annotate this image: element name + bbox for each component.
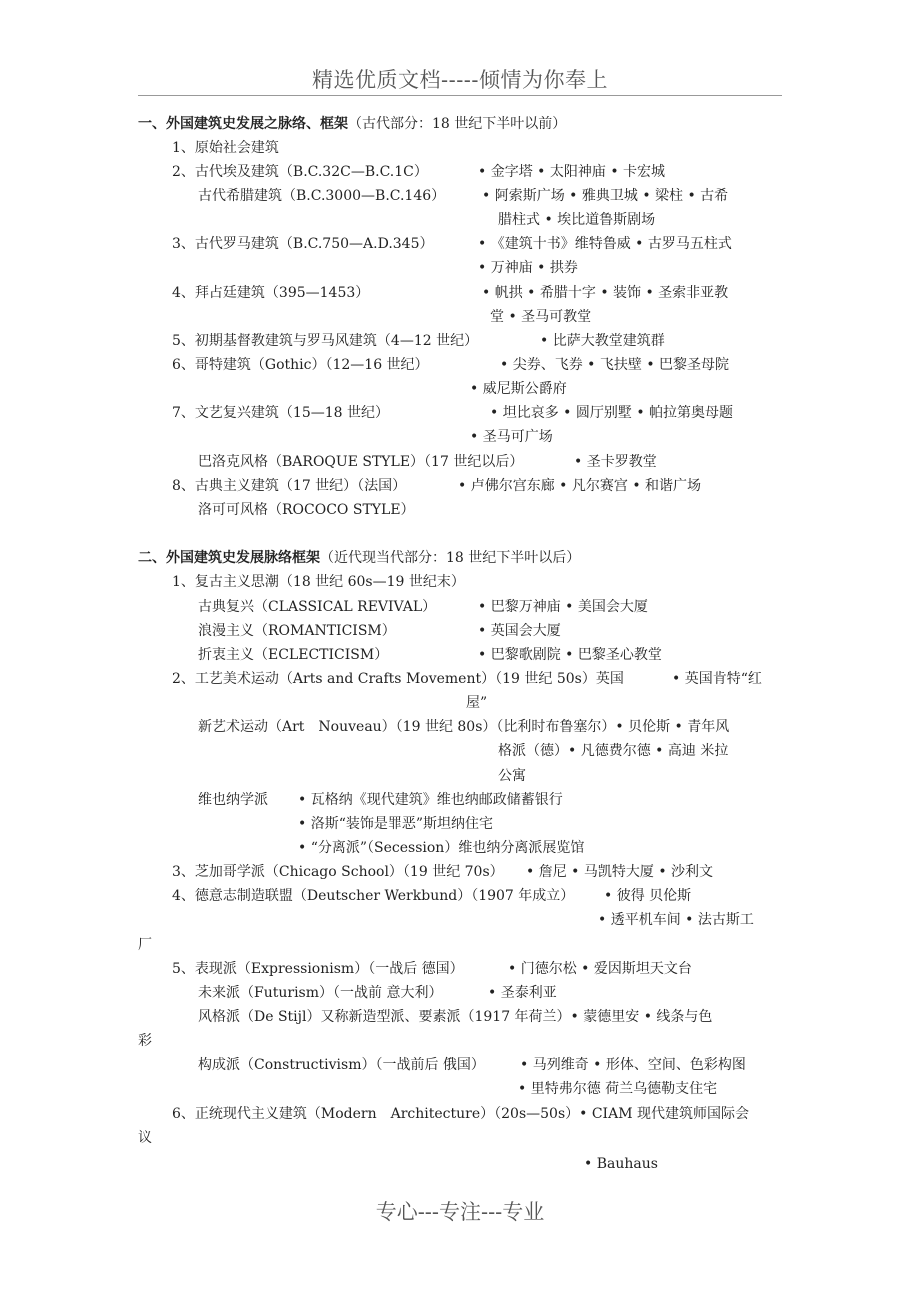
- text-line: • 金字塔 • 太阳神庙 • 卡宏城: [478, 164, 666, 180]
- text-line: 风格派（De Stijl）又称新造型派、要素派（1917 年荷兰）• 蒙德里安 • 线条与色: [198, 1009, 713, 1025]
- section2-title: [138, 548, 580, 568]
- text-line: • 万神庙 • 拱券: [478, 260, 578, 276]
- text-line: 6、正统现代主义建筑（Modern Architecture）（20s—50s）• CIAM 现代建筑师国际会: [172, 1106, 749, 1122]
- text-line: 古典复兴（CLASSICAL REVIVAL）: [198, 599, 437, 615]
- text-line: 8、古典主义建筑（17 世纪）（法国）: [172, 478, 407, 494]
- text-line: • 比萨大教堂建筑群: [540, 333, 665, 349]
- text-line: 6、哥特建筑（Gothic）（12—16 世纪）: [172, 357, 429, 373]
- text-line: 5、表现派（Expressionism）（一战后 德国）: [172, 961, 464, 977]
- text-line: 维也纳学派: [198, 792, 268, 808]
- text-line: 3、古代罗马建筑（B.C.750—A.D.345）: [172, 236, 434, 252]
- text-line: • 巴黎万神庙 • 美国会大厦: [478, 599, 648, 615]
- text-line: • 里特弗尔德 荷兰乌德勒支住宅: [518, 1081, 718, 1097]
- text-line: 彩: [138, 1033, 152, 1049]
- text-line: 7、文艺复兴建筑（15—18 世纪）: [172, 405, 389, 421]
- text-line: 堂 • 圣马可教堂: [490, 309, 592, 325]
- text-line: • 瓦格纳《现代建筑》维也纳邮政储蓄银行: [298, 792, 563, 808]
- text-line: • Bauhaus: [584, 1156, 658, 1172]
- text-line: 古代希腊建筑（B.C.3000—B.C.146）: [198, 188, 446, 204]
- text-line: • 卢佛尔宫东廊 • 凡尔赛宫 • 和谐广场: [458, 478, 702, 494]
- section1-title-rest: （古代部分：18 世纪下半叶以前）: [348, 116, 567, 132]
- text-line: • 洛斯“装饰是罪恶”斯坦纳住宅: [298, 816, 494, 832]
- page-footer: 专心---专注---专业: [375, 1200, 545, 1224]
- text-line: 议: [138, 1130, 152, 1146]
- text-line: • 詹尼 • 马凯特大厦 • 沙利文: [526, 864, 714, 880]
- text-line: 浪漫主义（ROMANTICISM）: [198, 623, 396, 639]
- text-line: • 门德尔松 • 爱因斯坦天文台: [508, 961, 692, 977]
- text-line: 1、原始社会建筑: [172, 140, 279, 156]
- text-line: • 尖券、飞券 • 飞扶壁 • 巴黎圣母院: [500, 357, 730, 373]
- section2-title-rest: （近代现当代部分：18 世纪下半叶以后）: [320, 550, 581, 566]
- page-header: 精选优质文档-----倾情为你奉上: [312, 68, 608, 92]
- text-line: • 帆拱 • 希腊十字 • 装饰 • 圣索非亚教: [482, 285, 729, 301]
- text-line: 洛可可风格（ROCOCO STYLE）: [198, 502, 415, 518]
- text-line: 2、古代埃及建筑（B.C.32C—B.C.1C）: [172, 164, 428, 180]
- text-line: 3、芝加哥学派（Chicago School）（19 世纪 70s）: [172, 864, 504, 880]
- text-line: • 英国会大厦: [478, 623, 561, 639]
- text-line: 巴洛克风格（BAROQUE STYLE）（17 世纪以后）: [198, 454, 524, 470]
- section1-title-bold: 一、外国建筑史发展之脉络、框架: [138, 116, 348, 132]
- text-line: 未来派（Futurism）（一战前 意大利）: [198, 985, 443, 1001]
- text-line: 1、复古主义思潮（18 世纪 60s—19 世纪末）: [172, 574, 465, 590]
- text-line: • 马列维奇 • 形体、空间、色彩构图: [520, 1057, 746, 1073]
- text-line: • 威尼斯公爵府: [470, 381, 567, 397]
- text-line: 5、初期基督教建筑与罗马风建筑（4—12 世纪）: [172, 333, 479, 349]
- text-line: 折衷主义（ECLECTICISM）: [198, 647, 389, 663]
- text-line: • 圣马可广场: [470, 429, 553, 445]
- text-line: • 透平机车间 • 法古斯工: [598, 912, 754, 928]
- text-line: 4、拜占廷建筑（395—1453）: [172, 285, 370, 301]
- section2-title-bold: 二、外国建筑史发展脉络框架: [138, 550, 320, 566]
- text-line: 腊柱式 • 埃比道鲁斯剧场: [498, 212, 656, 228]
- text-line: 4、德意志制造联盟（Deutscher Werkbund）（1907 年成立）: [172, 888, 575, 904]
- text-line: • 彼得 贝伦斯: [604, 888, 692, 904]
- text-line: • 阿索斯广场 • 雅典卫城 • 梁柱 • 古希: [482, 188, 729, 204]
- text-line: 公寓: [498, 768, 526, 784]
- text-line: 构成派（Constructivism）（一战前后 俄国）: [198, 1057, 485, 1073]
- text-line: • 坦比哀多 • 圆厅别墅 • 帕拉第奥母题: [490, 405, 734, 421]
- text-line: • 巴黎歌剧院 • 巴黎圣心教堂: [478, 647, 662, 663]
- text-line: 屋”: [466, 695, 488, 711]
- text-line: • 英国肯特“红: [672, 671, 762, 687]
- header-divider: [138, 95, 782, 96]
- text-line: • 《建筑十书》维特鲁威 • 古罗马五柱式: [478, 236, 732, 252]
- text-line: • “分离派”（Secession）维也纳分离派展览馆: [298, 840, 585, 856]
- section1-title: [138, 114, 566, 134]
- text-line: 新艺术运动（Art Nouveau）（19 世纪 80s）（比利时布鲁塞尔）• 贝伦斯 • 青年风: [198, 719, 730, 735]
- text-line: 2、工艺美术运动（Arts and Crafts Movement）（19 世纪 50s）英国: [172, 671, 624, 687]
- text-line: • 圣卡罗教堂: [574, 454, 657, 470]
- text-line: 厂: [138, 937, 152, 953]
- text-line: 格派（德）• 凡德费尔德 • 高迪 米拉: [498, 743, 729, 759]
- text-line: • 圣泰利亚: [488, 985, 557, 1001]
